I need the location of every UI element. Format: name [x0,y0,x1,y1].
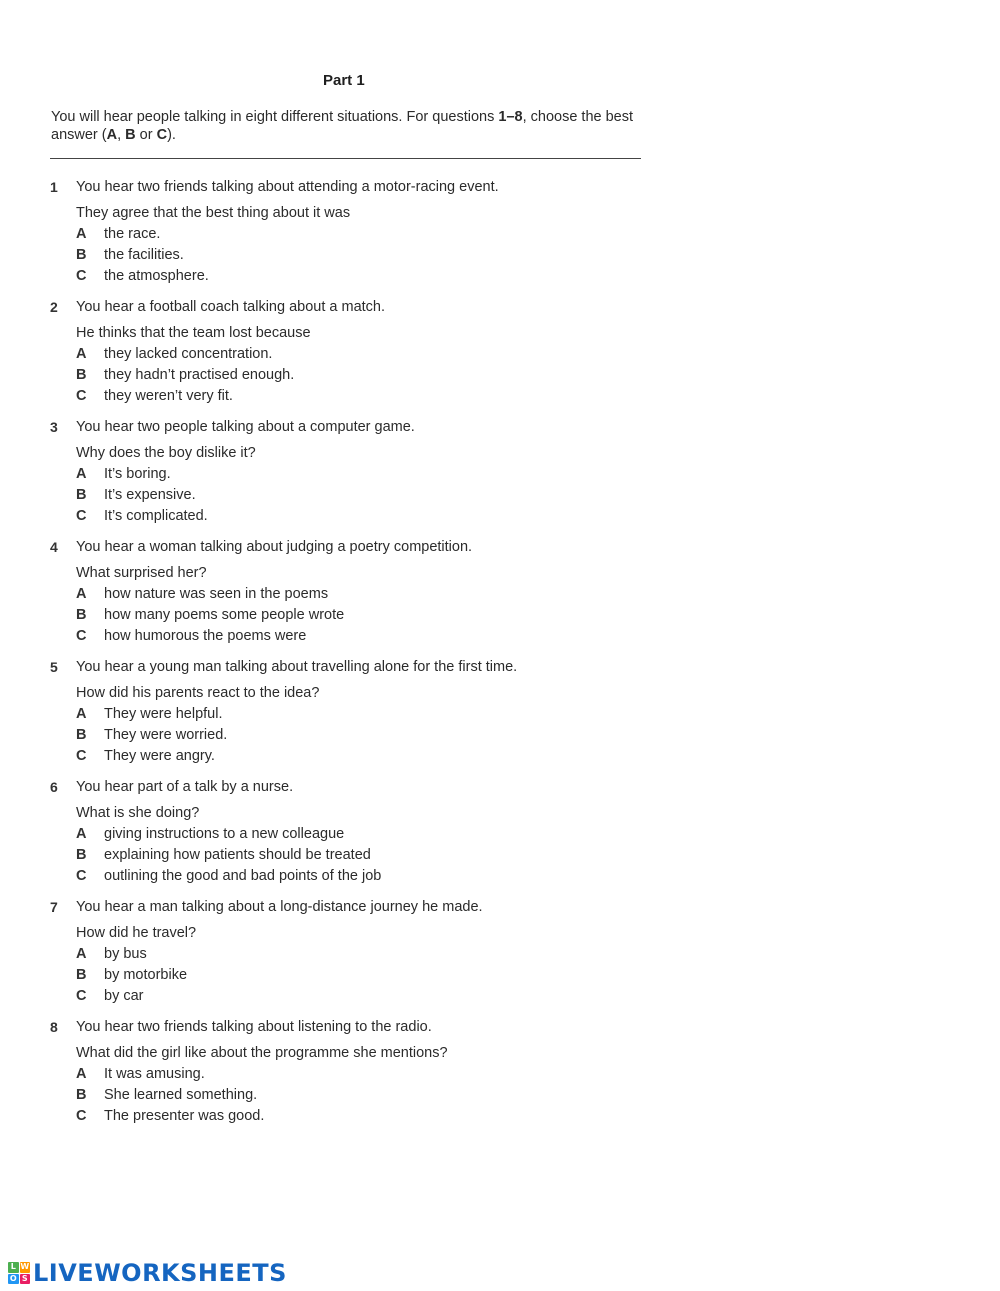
question-number: 8 [50,1019,58,1035]
question-number: 3 [50,419,58,435]
page-title: Part 1 [323,72,365,89]
question-stem: You hear two friends talking about attending a motor-racing event. [76,179,499,195]
answer-options [76,944,650,1007]
answer-option-c[interactable] [76,626,650,647]
question-header [50,776,650,798]
instructions-text-2: , choose the best answer ( [51,109,634,143]
answer-options [76,464,650,527]
option-text: they weren’t very fit. [104,388,233,404]
question-5 [50,656,650,767]
brand-icon-tile: L [8,1262,19,1273]
answer-letter-c: C [156,127,168,143]
option-text: explaining how patients should be treated [104,847,371,863]
option-text: the atmosphere. [104,268,209,284]
question-header [50,656,650,678]
answer-option-a[interactable] [76,944,650,965]
answer-option-a[interactable] [76,824,650,845]
question-number: 7 [50,899,58,915]
option-text: how nature was seen in the poems [104,586,329,602]
brand-name: LIVEWORKSHEETS [33,1259,287,1287]
question-prompt: They agree that the best thing about it was [76,205,351,221]
option-text: outlining the good and bad points of the job [104,868,382,884]
question-3 [50,416,650,527]
answer-option-b[interactable] [76,965,650,986]
option-text: It’s boring. [104,466,171,482]
option-letter: C [76,868,87,884]
option-letter: B [76,967,87,983]
answer-option-b[interactable] [76,485,650,506]
option-letter: C [76,988,87,1004]
instructions [51,108,651,144]
question-header [50,416,650,438]
answer-option-b[interactable] [76,1085,650,1106]
answer-option-c[interactable] [76,386,650,407]
answer-options [76,224,650,287]
option-letter: B [76,247,87,263]
question-prompt: What did the girl like about the programme she mentions? [76,1045,448,1061]
question-stem: You hear a man talking about a long-distance journey he made. [76,899,483,915]
question-range: 1–8 [498,109,523,125]
instructions-end: ). [167,127,176,143]
option-text: It’s expensive. [104,487,196,503]
option-letter: C [76,388,87,404]
separator-2: or [135,127,157,143]
answer-options [76,704,650,767]
answer-option-b[interactable] [76,605,650,626]
option-letter: C [76,748,87,764]
option-text: they lacked concentration. [104,346,273,362]
question-7 [50,896,650,1007]
question-4 [50,536,650,647]
question-number: 1 [50,179,58,195]
question-stem: You hear part of a talk by a nurse. [76,779,294,795]
question-stem: You hear two people talking about a computer game. [76,419,415,435]
option-letter: A [76,1066,87,1082]
question-2 [50,296,650,407]
question-number: 5 [50,659,58,675]
option-text: how many poems some people wrote [104,607,345,623]
answer-option-b[interactable] [76,365,650,386]
divider [50,158,641,159]
question-prompt: Why does the boy dislike it? [76,445,256,461]
option-letter: A [76,466,87,482]
question-prompt: How did he travel? [76,925,197,941]
option-text: It’s complicated. [104,508,208,524]
question-prompt: What surprised her? [76,565,207,581]
question-header [50,176,650,198]
question-prompt: What is she doing? [76,805,200,821]
option-text: they hadn’t practised enough. [104,367,295,383]
answer-option-c[interactable] [76,1106,650,1127]
option-letter: A [76,706,87,722]
brand-icon [8,1262,30,1284]
option-text: by motorbike [104,967,188,983]
answer-options [76,1064,650,1127]
answer-options [76,344,650,407]
brand-icon-tile: O [9,1273,17,1283]
question-stem: You hear two friends talking about listening to the radio. [76,1019,432,1035]
question-6 [50,776,650,887]
answer-option-a[interactable] [76,224,650,245]
separator-1: , [117,127,126,143]
option-text: She learned something. [104,1087,258,1103]
question-number: 2 [50,299,58,315]
brand-icon-tile: W [20,1262,30,1271]
answer-option-a[interactable] [76,1064,650,1085]
question-header [50,536,650,558]
answer-option-c[interactable] [76,506,650,527]
option-letter: B [76,487,87,503]
brand-logo [8,1259,287,1287]
option-letter: B [76,607,87,623]
option-letter: A [76,826,87,842]
answer-option-a[interactable] [76,344,650,365]
option-letter: A [76,586,87,602]
option-letter: A [76,226,87,242]
answer-option-c[interactable] [76,866,650,887]
question-number: 4 [50,539,58,555]
option-text: the race. [104,226,161,242]
option-letter: C [76,508,87,524]
option-text: the facilities. [104,247,184,263]
option-text: giving instructions to a new colleague [104,826,345,842]
option-letter: C [76,1108,87,1124]
answer-option-a[interactable] [76,584,650,605]
question-header [50,896,650,918]
option-letter: B [76,367,87,383]
question-stem: You hear a football coach talking about a match. [76,299,386,315]
answer-letter-a: A [106,127,118,143]
option-letter: B [76,847,87,863]
question-header [50,296,650,318]
answer-option-a[interactable] [76,464,650,485]
question-stem: You hear a woman talking about judging a poetry competition. [76,539,473,555]
question-prompt: How did his parents react to the idea? [76,685,320,701]
option-text: by car [104,988,144,1004]
option-text: They were angry. [104,748,215,764]
answer-option-b[interactable] [76,845,650,866]
question-stem: You hear a young man talking about travelling alone for the first time. [76,659,518,675]
option-text: how humorous the poems were [104,628,307,644]
option-letter: A [76,946,87,962]
option-letter: B [76,727,87,743]
answer-option-c[interactable] [76,266,650,287]
option-letter: A [76,346,87,362]
answer-option-b[interactable] [76,725,650,746]
option-text: They were worried. [104,727,228,743]
question-number: 6 [50,779,58,795]
option-letter: C [76,268,87,284]
option-text: They were helpful. [104,706,223,722]
answer-option-b[interactable] [76,245,650,266]
answer-options [76,824,650,887]
option-text: by bus [104,946,147,962]
brand-icon-tile: S [20,1274,31,1285]
instructions-text: You will hear people talking in eight different situations. For questions [51,109,499,125]
option-text: The presenter was good. [104,1108,265,1124]
question-8 [50,1016,650,1127]
answer-option-c[interactable] [76,986,650,1007]
option-letter: B [76,1087,87,1103]
option-text: It was amusing. [104,1066,205,1082]
answer-option-a[interactable] [76,704,650,725]
question-1 [50,176,650,287]
question-header [50,1016,650,1038]
answer-letter-b: B [125,127,136,143]
question-prompt: He thinks that the team lost because [76,325,311,341]
answer-options [76,584,650,647]
option-letter: C [76,628,87,644]
answer-option-c[interactable] [76,746,650,767]
